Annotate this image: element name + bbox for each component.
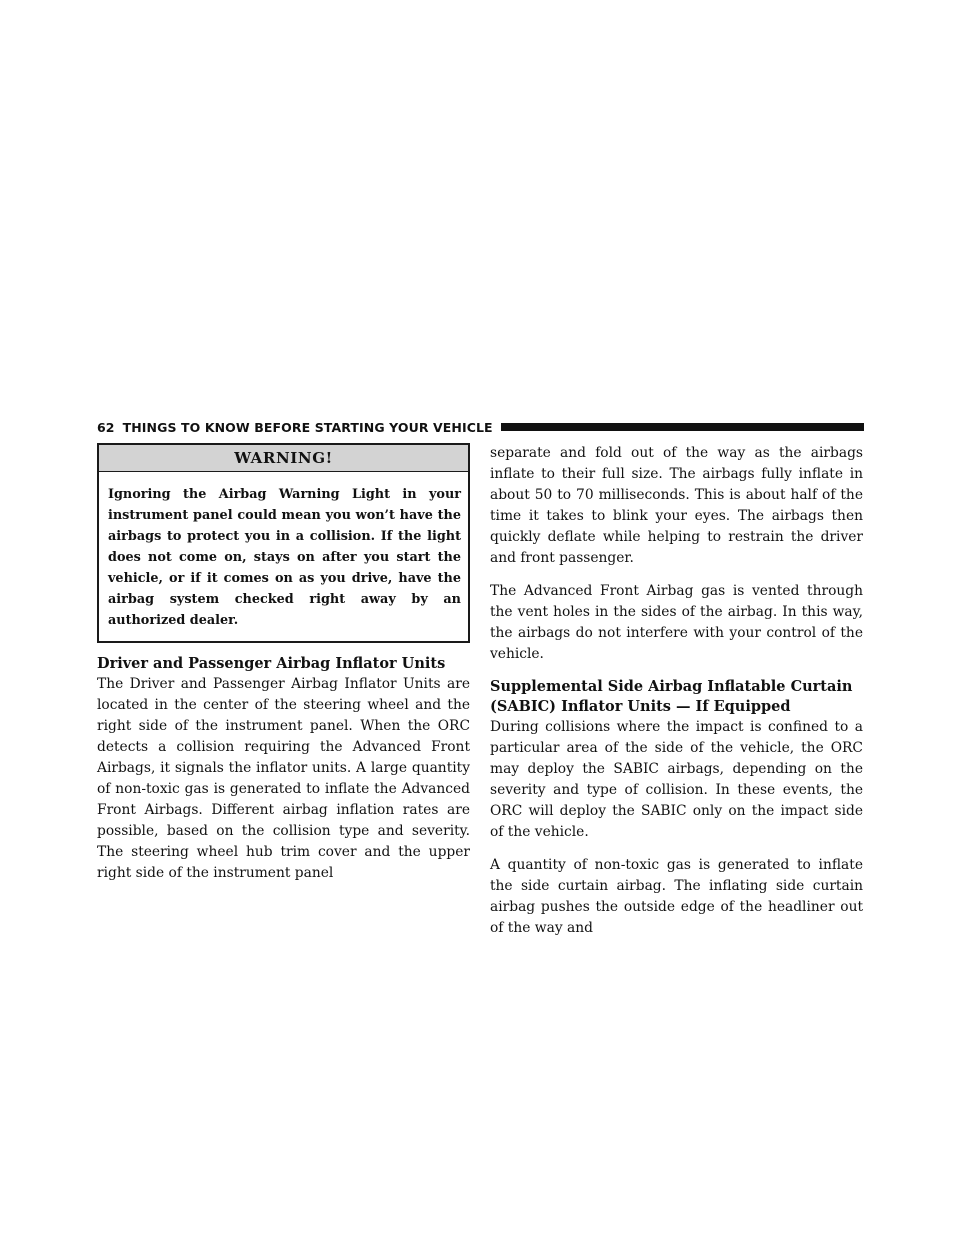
section-heading-sabic: Supplemental Side Airbag Inflatable Curtain (SABIC) Inflator Units — If Equipped [490,678,853,715]
page-number: 62 [97,419,115,435]
warning-title: WARNING! [99,445,468,472]
header-title: THINGS TO KNOW BEFORE STARTING YOUR VEHICLE [122,419,493,435]
paragraph-airbag-inflation: separate and fold out of the way as the airbags inflate to their full size. The airbags fully inflate in about 50 to 70 milliseconds. This is about half of the time it takes to blink your eyes. The airbags then quickly deflate while helping to restrain the driver and front passenger. [490,445,863,566]
paragraph-sabic-gas: A quantity of non-toxic gas is generated to inflate the side curtain airbag. The inflating side curtain airbag pushes the outside edge of the headliner out of the way and [490,857,863,936]
left-column [97,443,470,896]
paragraph-inflator-units: The Driver and Passenger Airbag Inflator Units are located in the center of the steering wheel and the right side of the instrument panel. When the ORC detects a collision requiring the Advanced Front Airbags, it signals the inflator units. A large quantity of non-toxic gas is generated to inflate the Advanced Front Airbags. Different airbag inflation rates are possible, based on the collision type and severity. The steering wheel hub trim cover and the upper right side of the instrument panel [97,676,470,881]
section-heading-inflator-units: Driver and Passenger Airbag Inflator Units [97,655,446,672]
warning-body: Ignoring the Airbag Warning Light in your instrument panel could mean you won’t have the airbags to protect you in a collision. If the light does not come on, stays on after you start the vehicle, or if it comes on as you drive, have the airbag system checked right away by an authorized dealer. [108,487,461,628]
warning-box [97,443,470,643]
paragraph-sabic-deploy: During collisions where the impact is confined to a particular area of the side of the vehicle, the ORC may deploy the SABIC airbags, depending on the severity and type of collision. In these events, the ORC will deploy the SABIC only on the impact side of the vehicle. [490,719,863,840]
page-header [97,417,864,437]
right-column [490,443,863,951]
header-rule [501,423,864,431]
paragraph-airbag-venting: The Advanced Front Airbag gas is vented through the vent holes in the sides of the airbag. In this way, the airbags do not interfere with your control of the vehicle. [490,583,863,662]
